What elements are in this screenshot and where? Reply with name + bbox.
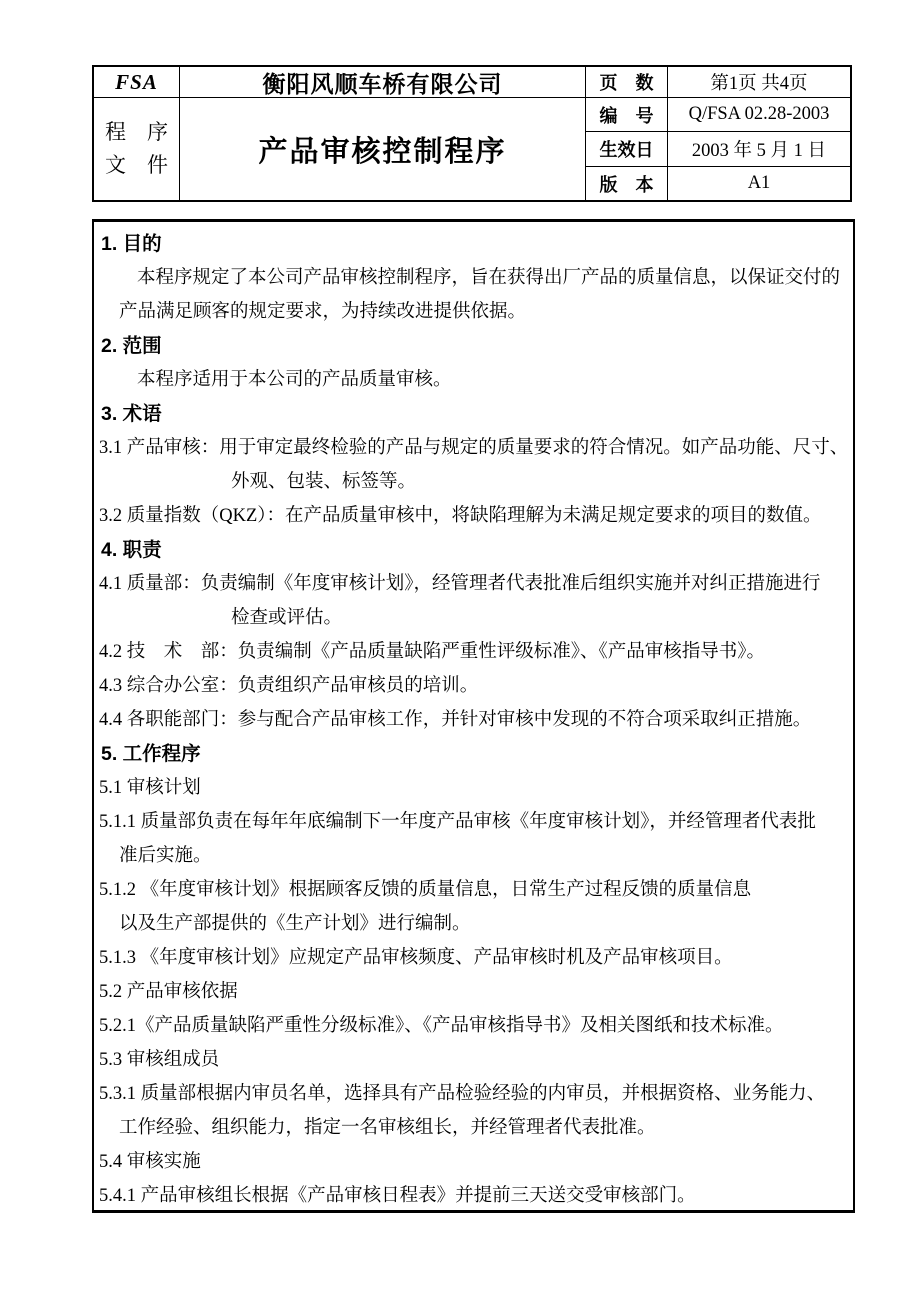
- doc-line: 3. 术语: [101, 403, 162, 425]
- doc-line: 本程序规定了本公司产品审核控制程序，旨在获得出厂产品的质量信息，以保证交付的: [137, 268, 841, 288]
- doc-line: 4.4 各职能部门：参与配合产品审核工作，并针对审核中发现的不符合项采取纠正措施。: [99, 710, 812, 730]
- doc-line: 3.1 产品审核：用于审定最终检验的产品与规定的质量要求的符合情况。如产品功能、尺寸、: [99, 438, 849, 458]
- doc-line: 2. 范围: [101, 335, 162, 357]
- doc-line: 以及生产部提供的《生产计划》进行编制。: [119, 914, 471, 934]
- document-type-line2: 文 件: [105, 153, 168, 177]
- doc-line: 5.4.1 产品审核组长根据《产品审核日程表》并提前三天送交受审核部门。: [99, 1186, 696, 1206]
- doc-line: 5.1.2 《年度审核计划》根据顾客反馈的质量信息，日常生产过程反馈的质量信息: [99, 880, 752, 900]
- doc-line: 工作经验、组织能力，指定一名审核组长，并经管理者代表批准。: [119, 1118, 656, 1138]
- doc-line: 5.2 产品审核依据: [99, 982, 238, 1002]
- doc-line: 5.1 审核计划: [99, 778, 201, 798]
- document-number-label: 编 号: [586, 98, 668, 132]
- doc-line: 5.4 审核实施: [99, 1152, 201, 1172]
- doc-line: 4. 职责: [101, 539, 162, 561]
- doc-line: 1. 目的: [101, 233, 162, 255]
- doc-line: 3.2 质量指数（QKZ）：在产品质量审核中，将缺陷理解为未满足规定要求的项目的数值。: [99, 506, 822, 526]
- document-number-value: Q/FSA 02.28-2003: [668, 98, 850, 132]
- doc-line: 产品满足顾客的规定要求，为持续改进提供依据。: [119, 302, 527, 322]
- effective-date-label: 生效日: [586, 132, 668, 167]
- doc-line: 5. 工作程序: [101, 743, 201, 765]
- doc-line: 4.1 质量部：负责编制《年度审核计划》，经管理者代表批准后组织实施并对纠正措施进行: [99, 574, 821, 594]
- company-logo: FSA: [94, 67, 180, 98]
- header-table: [92, 65, 852, 202]
- doc-line: 5.1.3 《年度审核计划》应规定产品审核频度、产品审核时机及产品审核项目。: [99, 948, 733, 968]
- doc-line: 5.2.1《产品质量缺陷严重性分级标准》、《产品审核指导书》及相关图纸和技术标准。: [99, 1016, 784, 1036]
- doc-line: 5.1.1 质量部负责在每年年底编制下一年度产品审核《年度审核计划》，并经管理者代表批: [99, 812, 816, 832]
- page-count-label: 页 数: [586, 67, 668, 98]
- document-type-label: [94, 98, 180, 200]
- company-name: 衡阳风顺车桥有限公司: [180, 67, 586, 98]
- page-count-value: 第1页 共4页: [668, 67, 850, 98]
- document-body: [92, 219, 855, 1213]
- doc-line: 5.3.1 质量部根据内审员名单，选择具有产品检验经验的内审员，并根据资格、业务能力、: [99, 1084, 826, 1104]
- doc-line: 5.3 审核组成员: [99, 1050, 220, 1070]
- doc-line: 本程序适用于本公司的产品质量审核。: [137, 370, 452, 390]
- doc-line: 准后实施。: [119, 846, 212, 866]
- version-value: A1: [747, 173, 771, 193]
- version-label: 版 本: [586, 167, 668, 200]
- document-type-line1: 程 序: [105, 120, 168, 144]
- effective-date-value: 2003 年 5 月 1 日: [668, 132, 850, 167]
- doc-line: 检查或评估。: [231, 608, 343, 628]
- doc-line: 外观、包装、标签等。: [231, 472, 417, 492]
- doc-line: 4.3 综合办公室：负责组织产品审核员的培训。: [99, 676, 479, 696]
- document-title: 产品审核控制程序: [180, 98, 586, 200]
- doc-line: 4.2 技 术 部：负责编制《产品质量缺陷严重性评级标准》、《产品审核指导书》。: [99, 642, 766, 662]
